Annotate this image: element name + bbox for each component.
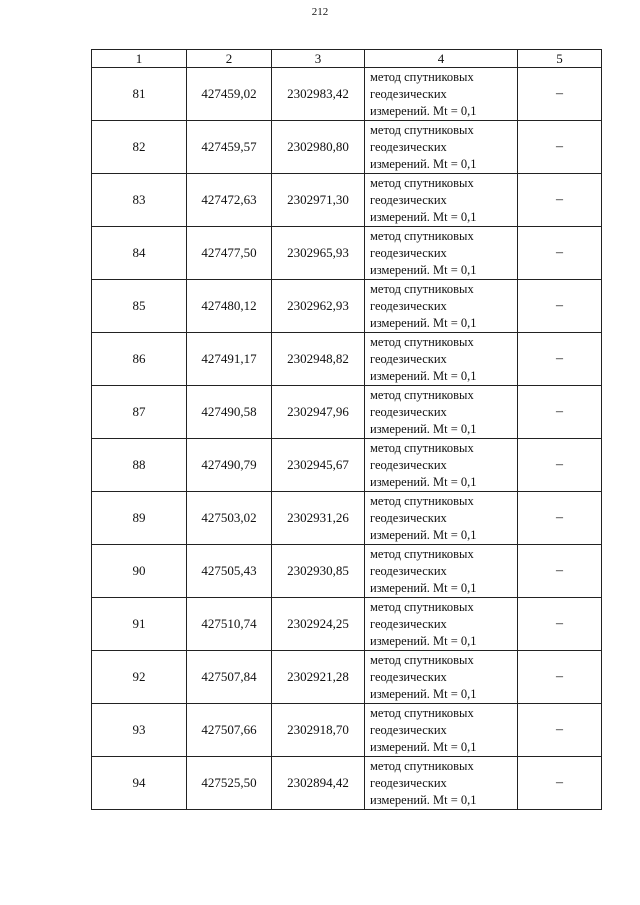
table-row <box>92 598 602 651</box>
coordinate-x: 427491,17 <box>187 333 272 386</box>
method-line-3: измерений. Mt = 0,1 <box>370 686 477 701</box>
coordinate-x: 427507,66 <box>187 704 272 757</box>
method-line-3: измерений. Mt = 0,1 <box>370 421 477 436</box>
method-cell <box>365 545 518 598</box>
table-row <box>92 386 602 439</box>
point-number: 94 <box>92 757 187 810</box>
method-line-2: геодезических <box>370 722 447 737</box>
point-number: 81 <box>92 68 187 121</box>
method-line-1: метод спутниковых <box>370 546 474 561</box>
method-cell <box>365 174 518 227</box>
coordinate-y: 2302980,80 <box>272 121 365 174</box>
point-number: 88 <box>92 439 187 492</box>
coordinate-y: 2302894,42 <box>272 757 365 810</box>
method-cell <box>365 227 518 280</box>
method-line-3: измерений. Mt = 0,1 <box>370 474 477 489</box>
table-header <box>92 50 602 68</box>
coordinates-table <box>91 49 602 810</box>
method-line-3: измерений. Mt = 0,1 <box>370 739 477 754</box>
method-line-1: метод спутниковых <box>370 175 474 190</box>
point-number: 86 <box>92 333 187 386</box>
method-line-1: метод спутниковых <box>370 387 474 402</box>
coordinate-x: 427459,02 <box>187 68 272 121</box>
method-line-3: измерений. Mt = 0,1 <box>370 156 477 171</box>
method-cell <box>365 757 518 810</box>
method-line-2: геодезических <box>370 351 447 366</box>
coordinate-x: 427525,50 <box>187 757 272 810</box>
method-line-3: измерений. Mt = 0,1 <box>370 315 477 330</box>
column-header-2: 2 <box>187 50 272 68</box>
method-line-2: геодезических <box>370 775 447 790</box>
method-line-1: метод спутниковых <box>370 228 474 243</box>
note-cell: – <box>518 333 602 386</box>
method-line-2: геодезических <box>370 298 447 313</box>
method-cell <box>365 704 518 757</box>
note-cell: – <box>518 386 602 439</box>
point-number: 87 <box>92 386 187 439</box>
table-row <box>92 227 602 280</box>
note-cell: – <box>518 598 602 651</box>
method-line-2: геодезических <box>370 245 447 260</box>
table-row <box>92 121 602 174</box>
coordinate-y: 2302921,28 <box>272 651 365 704</box>
coordinate-x: 427480,12 <box>187 280 272 333</box>
method-line-2: геодезических <box>370 616 447 631</box>
table-row <box>92 492 602 545</box>
method-line-3: измерений. Mt = 0,1 <box>370 103 477 118</box>
coordinate-y: 2302948,82 <box>272 333 365 386</box>
method-cell <box>365 598 518 651</box>
coordinate-x: 427490,58 <box>187 386 272 439</box>
coordinate-y: 2302931,26 <box>272 492 365 545</box>
method-line-1: метод спутниковых <box>370 652 474 667</box>
method-cell <box>365 492 518 545</box>
note-cell: – <box>518 174 602 227</box>
note-cell: – <box>518 704 602 757</box>
method-line-1: метод спутниковых <box>370 281 474 296</box>
column-header-4: 4 <box>365 50 518 68</box>
note-cell: – <box>518 280 602 333</box>
table-row <box>92 68 602 121</box>
point-number: 91 <box>92 598 187 651</box>
method-line-1: метод спутниковых <box>370 440 474 455</box>
method-cell <box>365 386 518 439</box>
column-header-1: 1 <box>92 50 187 68</box>
method-cell <box>365 439 518 492</box>
method-line-1: метод спутниковых <box>370 334 474 349</box>
method-line-2: геодезических <box>370 510 447 525</box>
method-line-1: метод спутниковых <box>370 493 474 508</box>
method-line-3: измерений. Mt = 0,1 <box>370 262 477 277</box>
method-line-3: измерений. Mt = 0,1 <box>370 527 477 542</box>
coordinate-x: 427503,02 <box>187 492 272 545</box>
method-line-2: геодезических <box>370 404 447 419</box>
coordinate-y: 2302962,93 <box>272 280 365 333</box>
coordinate-x: 427477,50 <box>187 227 272 280</box>
coordinate-y: 2302947,96 <box>272 386 365 439</box>
method-cell <box>365 651 518 704</box>
method-line-3: измерений. Mt = 0,1 <box>370 209 477 224</box>
coordinate-x: 427510,74 <box>187 598 272 651</box>
coordinate-y: 2302971,30 <box>272 174 365 227</box>
method-line-3: измерений. Mt = 0,1 <box>370 368 477 383</box>
note-cell: – <box>518 439 602 492</box>
point-number: 82 <box>92 121 187 174</box>
coordinate-y: 2302945,67 <box>272 439 365 492</box>
note-cell: – <box>518 68 602 121</box>
table-body <box>92 68 602 810</box>
method-line-2: геодезических <box>370 457 447 472</box>
method-cell <box>365 333 518 386</box>
method-line-1: метод спутниковых <box>370 599 474 614</box>
note-cell: – <box>518 757 602 810</box>
coordinate-y: 2302930,85 <box>272 545 365 598</box>
coordinate-x: 427505,43 <box>187 545 272 598</box>
coordinate-y: 2302983,42 <box>272 68 365 121</box>
table-row <box>92 757 602 810</box>
method-line-1: метод спутниковых <box>370 705 474 720</box>
page-number: 212 <box>311 6 329 18</box>
method-line-2: геодезических <box>370 86 447 101</box>
method-line-1: метод спутниковых <box>370 122 474 137</box>
note-cell: – <box>518 121 602 174</box>
column-header-3: 3 <box>272 50 365 68</box>
table-row <box>92 704 602 757</box>
method-cell <box>365 68 518 121</box>
note-cell: – <box>518 492 602 545</box>
coordinate-x: 427507,84 <box>187 651 272 704</box>
table-row <box>92 651 602 704</box>
method-line-3: измерений. Mt = 0,1 <box>370 633 477 648</box>
coordinate-y: 2302965,93 <box>272 227 365 280</box>
method-cell <box>365 121 518 174</box>
point-number: 90 <box>92 545 187 598</box>
coordinate-y: 2302924,25 <box>272 598 365 651</box>
method-line-2: геодезических <box>370 563 447 578</box>
point-number: 85 <box>92 280 187 333</box>
table-row <box>92 545 602 598</box>
method-line-2: геодезических <box>370 139 447 154</box>
point-number: 92 <box>92 651 187 704</box>
method-line-3: измерений. Mt = 0,1 <box>370 580 477 595</box>
point-number: 83 <box>92 174 187 227</box>
table-row <box>92 174 602 227</box>
point-number: 93 <box>92 704 187 757</box>
coordinate-x: 427459,57 <box>187 121 272 174</box>
method-line-1: метод спутниковых <box>370 758 474 773</box>
note-cell: – <box>518 651 602 704</box>
column-header-5: 5 <box>518 50 602 68</box>
coordinate-x: 427490,79 <box>187 439 272 492</box>
point-number: 84 <box>92 227 187 280</box>
table-row <box>92 280 602 333</box>
table-row <box>92 333 602 386</box>
method-cell <box>365 280 518 333</box>
coordinate-y: 2302918,70 <box>272 704 365 757</box>
note-cell: – <box>518 227 602 280</box>
note-cell: – <box>518 545 602 598</box>
table-row <box>92 439 602 492</box>
method-line-3: измерений. Mt = 0,1 <box>370 792 477 807</box>
coordinate-x: 427472,63 <box>187 174 272 227</box>
method-line-1: метод спутниковых <box>370 69 474 84</box>
method-line-2: геодезических <box>370 669 447 684</box>
method-line-2: геодезических <box>370 192 447 207</box>
header-row <box>92 50 602 68</box>
point-number: 89 <box>92 492 187 545</box>
